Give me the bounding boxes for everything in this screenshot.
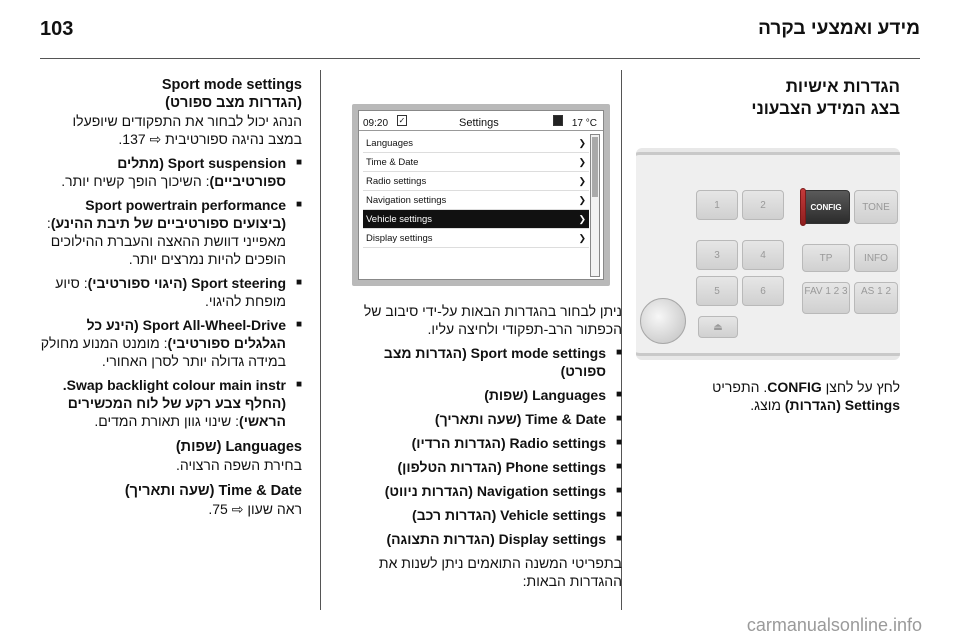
settings-list-item: ■ Sport mode settings (הגדרות מצב ספורט)	[340, 344, 622, 380]
backlight-title: Swap backlight colour main instr. (החלף צבע רקע של לוח המכשירים הראשי)	[62, 377, 286, 429]
screen-menu-item-label: Languages	[366, 138, 414, 149]
chevron-right-icon: ❯	[578, 176, 586, 186]
preset-button-6: 6	[742, 276, 784, 306]
page-number: 103	[40, 18, 74, 40]
screen-check-icon: ✓	[398, 116, 406, 125]
languages-heading: Languages (שפות)	[175, 439, 302, 455]
instruction-config-label: CONFIG	[767, 379, 822, 395]
eject-button	[698, 316, 738, 338]
settings-intro: ניתן לבחור בהגדרות הבאות על-ידי סיבוב של הכפתור הרב-תפקודי ולחיצה עליו.	[363, 303, 622, 337]
settings-list-item: ■ Display settings (הגדרות התצוגה)	[340, 530, 622, 548]
sport-steering-item	[40, 274, 302, 310]
chevron-right-icon: ❯	[578, 233, 586, 243]
settings-list-item: ■ Navigation settings (הגדרות ניווט)	[340, 482, 622, 500]
settings-outro: בתפריטי המשנה התואמים ניתן לשנות את ההגדרות הבאות:	[378, 555, 622, 589]
page-title: מידע ואמצעי בקרה	[758, 18, 920, 39]
screen-time: 09:20	[363, 118, 389, 129]
screen-menu-item	[363, 191, 589, 210]
settings-list-item: ■ Languages (שפות)	[340, 386, 622, 404]
preset-button-3: 3	[696, 240, 738, 270]
settings-list-item: ■ Radio settings (הגדרות הרדיו)	[340, 434, 622, 452]
section-title-line1: הגדרות אישיות	[785, 77, 900, 96]
screen-menu-item-label: Vehicle settings	[366, 214, 433, 225]
screen-scrollbar	[590, 134, 600, 277]
sport-steering-desc: : סיוע מופחת להיגוי.	[55, 275, 286, 309]
section-title-line2: בצג המידע הצבעוני	[751, 99, 900, 118]
sport-steering-title: Sport steering (היגוי ספורטיבי)	[87, 275, 286, 291]
settings-list-item: ■ Phone settings (הגדרות הטלפון)	[340, 458, 622, 476]
sport-awd-desc: : מומנט המנוע מחולק במידה גדולה יותר לסרן האחורי.	[40, 335, 286, 369]
info-button: INFO	[854, 244, 898, 272]
time-date-description: ראה שעון ⇨ 75.	[208, 501, 302, 517]
sport-mode-description: הנהג יכול לבחור את התפקודים שיופעלו במצב נהיגה ספורטיבית ⇨ 137.	[72, 113, 302, 147]
sport-awd-title: Sport All-Wheel-Drive (הינע כל הגלגלים ספורטיבי)	[86, 317, 286, 351]
sport-awd-item	[40, 316, 302, 370]
tone-button: TONE	[854, 190, 898, 224]
preset-button-5: 5	[696, 276, 738, 306]
sport-suspension-desc: : השיכוך הופך קשיח יותר.	[61, 173, 210, 189]
sport-powertrain-title: Sport powertrain performance (ביצועים ספורטיביים של תיבת ההינע)	[50, 197, 286, 231]
screen-menu-item	[363, 172, 589, 191]
config-button: CONFIG	[802, 190, 850, 224]
screen-menu-list	[363, 134, 589, 248]
sport-powertrain-item	[40, 196, 302, 268]
screen-menu-item	[363, 229, 589, 248]
eject-icon: ⏏	[713, 322, 723, 333]
middle-column	[340, 76, 622, 596]
instruction-part-c: מוצג.	[750, 397, 785, 413]
left-column	[40, 76, 302, 524]
instruction-settings-label: Settings (הגדרות)	[784, 397, 900, 413]
screen-status-bar	[359, 111, 603, 131]
screen-menu-item-selected	[363, 210, 589, 229]
watermark: carmanualsonline.info	[746, 615, 922, 635]
config-highlight	[800, 188, 806, 226]
tp-button: TP	[802, 244, 850, 272]
screen-menu-item-label: Display settings	[366, 233, 433, 244]
screen-scrollbar-thumb	[592, 137, 598, 197]
languages-description: בחירת השפה הרצויה.	[176, 457, 302, 473]
right-column	[636, 76, 900, 420]
preset-button-1: 1	[696, 190, 738, 220]
screen-menu-item	[363, 153, 589, 172]
control-knob	[640, 298, 686, 344]
control-panel-illustration	[636, 148, 900, 360]
preset-button-4: 4	[742, 240, 784, 270]
chevron-right-icon: ❯	[578, 138, 586, 148]
screen-menu-item-label: Time & Date	[366, 157, 419, 168]
sport-mode-heading-en: Sport mode settings	[161, 77, 302, 93]
screen-phone-icon	[553, 115, 563, 126]
preset-button-2: 2	[742, 190, 784, 220]
instruction-part-b: . התפריט	[712, 379, 768, 395]
screen-menu-item-label: Navigation settings	[366, 195, 447, 206]
page-header	[40, 18, 920, 48]
backlight-desc: : שינוי גוון תאורת המדים.	[94, 413, 240, 429]
sport-mode-heading-he: (הגדרות מצב ספורט)	[165, 95, 302, 111]
chevron-right-icon: ❯	[578, 195, 586, 205]
settings-screen-illustration	[352, 104, 610, 286]
config-instruction	[636, 378, 900, 414]
chevron-right-icon: ❯	[578, 157, 586, 167]
fav-button: FAV 1 2 3	[802, 282, 850, 314]
backlight-item	[40, 376, 302, 430]
column-divider-left	[320, 70, 321, 610]
screen-temperature: 17 °C	[571, 118, 597, 129]
screen-menu-item	[363, 134, 589, 153]
as-button: AS 1 2	[854, 282, 898, 314]
instruction-part-a: לחץ על לחצן	[821, 379, 900, 395]
header-rule	[40, 58, 920, 59]
sport-powertrain-desc: : מאפייני דוושת ההאצה והעברת ההילוכים הופכים להיות נמרצים יותר.	[46, 215, 286, 267]
chevron-right-icon: ❯	[578, 214, 586, 224]
sport-suspension-title: Sport suspension (מתלים ספורטיביים)	[117, 155, 286, 189]
screen-display	[358, 110, 604, 280]
time-date-heading: Time & Date (שעה ותאריך)	[124, 483, 302, 499]
settings-list-item: ■ Vehicle settings (הגדרות רכב)	[340, 506, 622, 524]
settings-list-item: ■ Time & Date (שעה ותאריך)	[340, 410, 622, 428]
screen-title: Settings	[459, 117, 499, 129]
sport-suspension-item	[40, 154, 302, 190]
screen-menu-item-label: Radio settings	[366, 176, 427, 187]
